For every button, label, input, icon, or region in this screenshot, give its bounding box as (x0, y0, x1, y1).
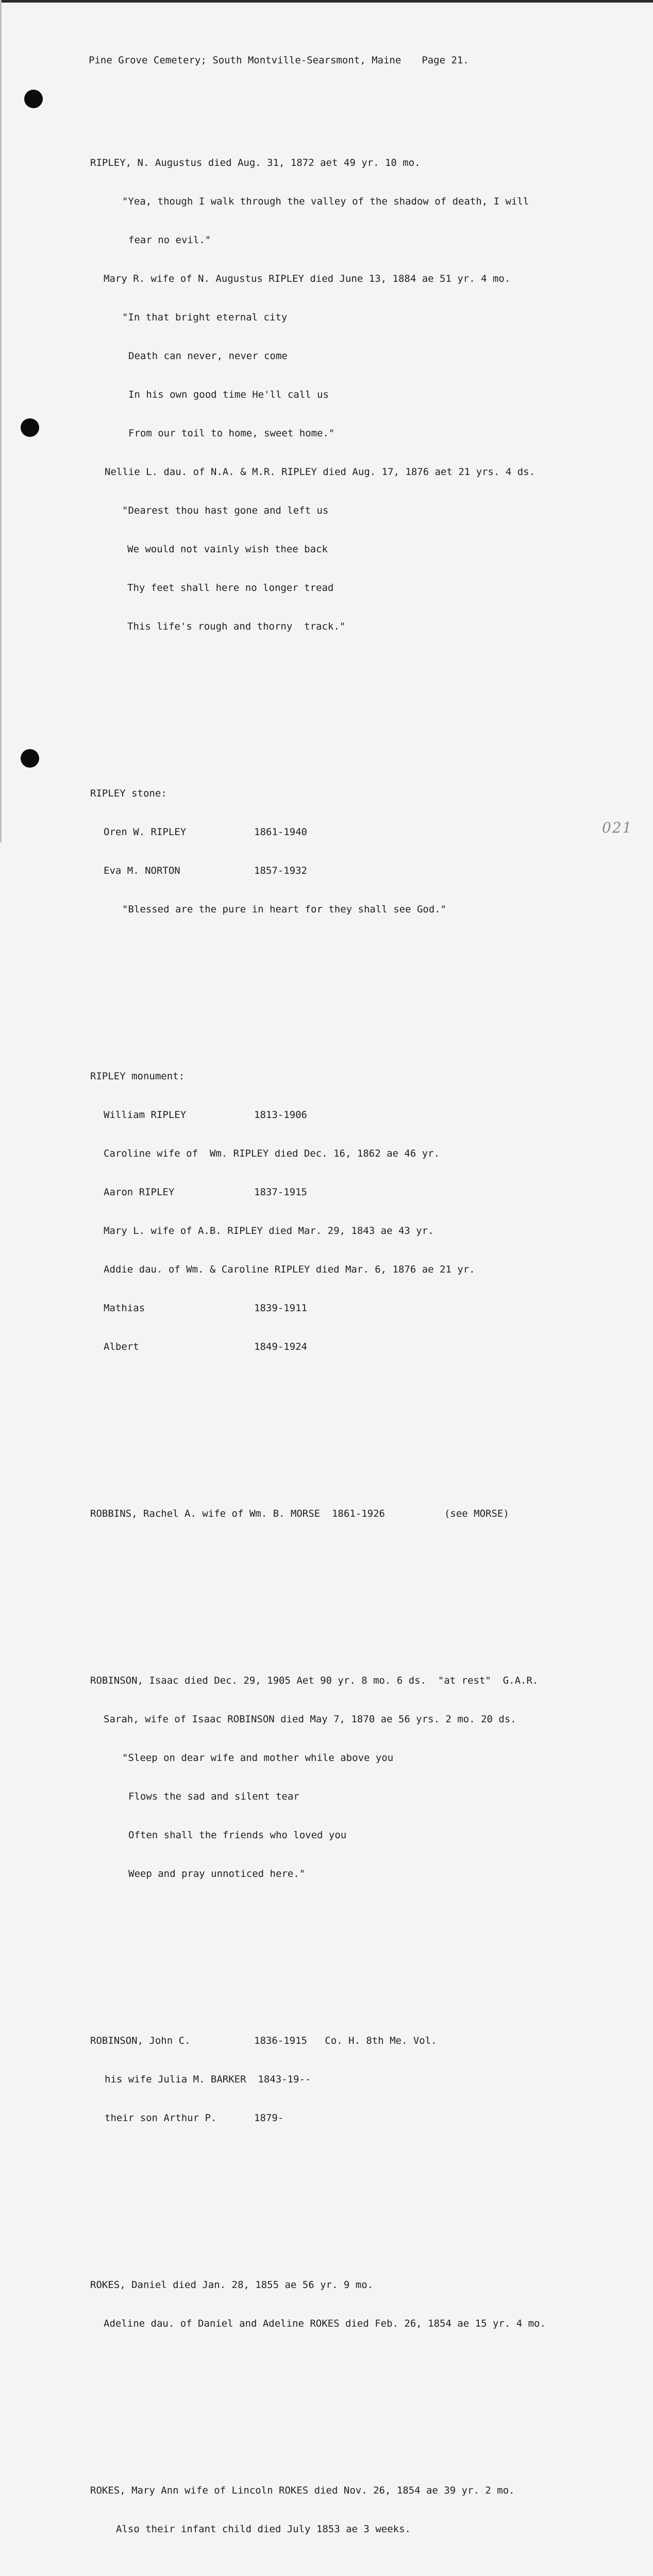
person-name: William RIPLEY (104, 1109, 187, 1121)
entry-line (90, 1186, 637, 1199)
entry-line: Mary L. wife of A.B. RIPLEY died Mar. 29, 1843 ae 43 yr. (104, 1225, 434, 1236)
person-dates: 1837-1915 (254, 1187, 307, 1198)
entry-robinson-john (90, 2009, 637, 2150)
entry-line: RIPLEY, N. Augustus died Aug. 31, 1872 aet 49 yr. 10 mo. (90, 157, 421, 168)
entry-line (90, 2035, 637, 2047)
punch-hole-bottom (21, 749, 39, 768)
person-name: Albert (104, 1341, 139, 1352)
epitaph-line: We would not vainly wish thee back (127, 544, 328, 555)
header-title: Pine Grove Cemetery; South Montville-Searsmont, Maine (89, 55, 401, 66)
entry-line (90, 1302, 637, 1315)
person-name: Eva M. NORTON (104, 865, 180, 876)
entry-line (90, 1507, 637, 1520)
person-dates: 1857-1932 (254, 865, 307, 876)
entry-heading: RIPLEY stone: (90, 788, 167, 799)
page-number: Page 21. (422, 55, 469, 66)
left-edge-shadow (0, 0, 2, 842)
entry-heading: RIPLEY monument: (90, 1071, 185, 1082)
epitaph-line: Flows the sad and silent tear (128, 1791, 299, 1802)
epitaph-line: "Blessed are the pure in heart for they shall see God." (122, 904, 447, 915)
epitaph-line: fear no evil." (128, 234, 211, 246)
entry-line: Sarah, wife of Isaac ROBINSON died May 7, 1870 ae 56 yrs. 2 mo. 20 ds. (104, 1714, 516, 1725)
person-name: ROBINSON, John C. (90, 2035, 191, 2046)
entry-robinson-isaac (90, 1649, 637, 1906)
epitaph-line: Often shall the friends who loved you (128, 1829, 347, 1841)
epitaph-line: This life's rough and thorny track." (127, 621, 346, 632)
entry-robbins (90, 1482, 637, 1546)
epitaph-line: In his own good time He'll call us (128, 389, 329, 400)
see-reference: (see MORSE) (444, 1508, 509, 1519)
epitaph-line: "In that bright eternal city (122, 312, 288, 323)
person-dates: 1813-1906 (254, 1109, 307, 1121)
person-name: Oren W. RIPLEY (104, 826, 187, 838)
entry-line: Nellie L. dau. of N.A. & M.R. RIPLEY died Aug. 17, 1876 aet 21 yrs. 4 ds. (105, 466, 535, 478)
punch-hole-middle (21, 418, 39, 437)
person-dates: 1839-1911 (254, 1302, 307, 1314)
person-name: Mathias (104, 1302, 145, 1314)
entry-line: Mary R. wife of N. Augustus RIPLEY died June 13, 1884 ae 51 yr. 4 mo. (104, 273, 511, 284)
epitaph-line: "Dearest thou hast gone and left us (122, 505, 329, 516)
epitaph-line: "Yea, though I walk through the valley of the shadow of death, I will (122, 196, 529, 207)
entry-line (90, 865, 637, 877)
document-page (90, 15, 637, 2576)
entry-line: Caroline wife of Wm. RIPLEY died Dec. 16, 1862 ae 46 yr. (104, 1148, 440, 1159)
entry-ripley-monument (90, 1044, 637, 1379)
entry-line (90, 826, 637, 839)
person-name: Aaron RIPLEY (104, 1187, 175, 1198)
entry-line: Also their infant child died July 1853 ae 3 weeks. (116, 2523, 411, 2535)
entry-line (90, 2112, 637, 2125)
entry-line: ROBINSON, Isaac died Dec. 29, 1905 Aet 90 yr. 8 mo. 6 ds. "at rest" G.A.R. (90, 1675, 539, 1686)
epitaph-line: From our toil to home, sweet home." (128, 428, 335, 439)
epitaph-line: Thy feet shall here no longer tread (127, 582, 334, 594)
entry-line (90, 1109, 637, 1122)
top-border (0, 0, 653, 3)
person-dates: 1849-1924 (254, 1341, 307, 1352)
epitaph-line: "Sleep on dear wife and mother while above you (122, 1752, 394, 1764)
entry-rokes-mary (90, 2459, 637, 2562)
epitaph-line: Weep and pray unnoticed here." (128, 1868, 306, 1879)
punch-hole-top (24, 90, 43, 108)
entry-line: ROKES, Daniel died Jan. 28, 1855 ae 56 yr. 9 mo. (90, 2279, 374, 2291)
handwritten-folio-number: 021 (602, 819, 633, 836)
entry-text: ROBBINS, Rachel A. wife of Wm. B. MORSE 1861-1926 (90, 1508, 385, 1519)
entry-ripley-stone (90, 761, 637, 942)
entry-rokes-daniel (90, 2253, 637, 2356)
person-dates: 1861-1940 (254, 826, 307, 838)
person-dates: 1836-1915 Co. H. 8th Me. Vol. (254, 2035, 437, 2046)
person-dates: 1879- (254, 2112, 284, 2124)
entry-line (90, 1341, 637, 1353)
entry-line: Addie dau. of Wm. & Caroline RIPLEY died Mar. 6, 1876 ae 21 yr. (104, 1264, 475, 1275)
person-name: their son Arthur P. (105, 2112, 217, 2124)
entry-line: his wife Julia M. BARKER 1843-19-- (105, 2074, 311, 2085)
epitaph-line: Death can never, never come (128, 350, 288, 362)
entry-line: Adeline dau. of Daniel and Adeline ROKES died Feb. 26, 1854 ae 15 yr. 4 mo. (104, 2318, 546, 2329)
entry-line: ROKES, Mary Ann wife of Lincoln ROKES died Nov. 26, 1854 ae 39 yr. 2 mo. (90, 2485, 515, 2496)
page-header (89, 54, 637, 67)
entry-ripley-augustus (90, 131, 637, 659)
